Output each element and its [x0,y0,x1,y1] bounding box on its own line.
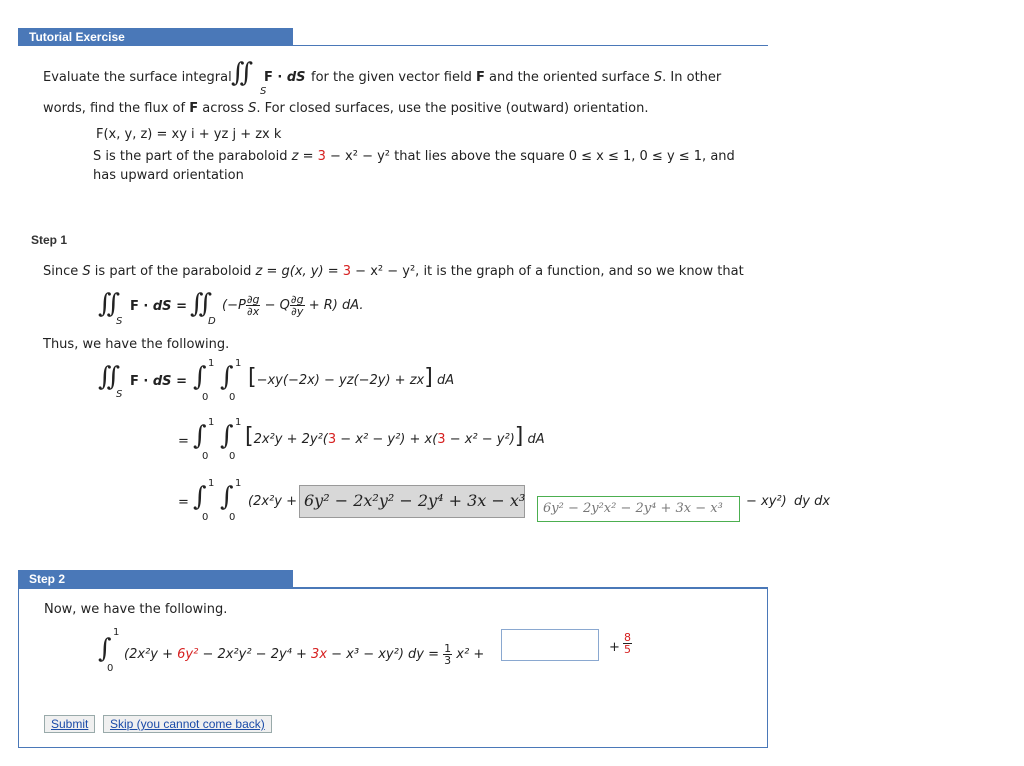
line1-upper-2: 1 [235,358,242,369]
line3-integral-1: ∫ [193,482,207,512]
step2-fraction: $\frac{8}{5}$ [624,631,631,656]
line3-expression-end: − xy²) [746,494,787,509]
line1-lower-2: 0 [229,392,236,403]
intro-line-2: words, find the flux of F across S. For closed surfaces, use the positive (outward) orientation. [43,101,649,116]
step-1-label: Step 1 [31,233,68,247]
submit-button[interactable]: Submit [44,715,95,733]
step-1-thus: Thus, we have the following. [43,337,230,352]
formula-lhs-integral: ∬ [98,289,121,319]
intro-line-1: Evaluate the surface integral [43,70,232,85]
formula-lhs-integrand: F · dS = [130,299,187,314]
line1-integral-1: ∫ [193,362,207,392]
step2-upper: 1 [113,627,120,638]
step-2-now: Now, we have the following. [44,602,228,617]
line3-lower-1: 0 [202,512,209,523]
formula-rhs-sub: D [208,316,216,327]
skip-button[interactable]: Skip (you cannot come back) [103,715,272,733]
line2-lower-1: 0 [202,451,209,462]
line3-differentials: dy dx [794,494,831,509]
line3-highlighted-term: 6y² − 2x²y² − 2y⁴ + 3x − x³ [299,485,525,518]
step-1-since: Since S is part of the paraboloid z = g(x, y) = 3 − x² − y², it is the graph of a function, and so we know that [43,264,744,279]
line1-expression: [−xy(−2x) − yz(−2y) + zx] dA [248,365,455,390]
step2-lower: 0 [107,663,114,674]
surface-definition: S is the part of the paraboloid z = 3 − x² − y² that lies above the square 0 ≤ x ≤ 1, 0 ≤ y ≤ 1, and [93,149,735,164]
line3-upper-1: 1 [208,478,215,489]
surface-integral-symbol: ∬ [231,58,254,88]
integrand: F · dS [264,70,306,85]
surface-orientation: has upward orientation [93,168,244,183]
step-2-header: Step 2 [18,570,293,588]
line2-expression: [2x²y + 2y²(3 − x² − y²) + x(3 − x² − y²)] dA [245,424,545,449]
intro-line-1-rest: for the given vector field F and the oriented surface S. In other [311,70,722,85]
step2-answer-input[interactable] [501,629,599,661]
line1-integral-2: ∫ [220,362,234,392]
line3-answer-box: 6y² − 2y²x² − 2y⁴ + 3x − x³ [537,496,740,522]
step2-integral: ∫ [98,634,112,664]
tutorial-header: Tutorial Exercise [18,28,293,46]
line1-upper-1: 1 [208,358,215,369]
line2-integral-1: ∫ [193,421,207,451]
line1-lhs-integral: ∬ [98,362,121,392]
formula-rhs: (−P $\frac{\partial g}{\partial x}$ − Q $\frac{\partial g}{\partial y}$ + R) dA. [222,293,364,318]
line3-expression-start: (2x²y + [248,494,297,509]
line2-upper-2: 1 [235,417,242,428]
line1-lower-1: 0 [202,392,209,403]
vector-field-definition: F(x, y, z) = xy i + yz j + zx k [96,127,282,142]
line2-integral-2: ∫ [220,421,234,451]
formula-rhs-integral: ∬ [190,289,213,319]
line2-upper-1: 1 [208,417,215,428]
line3-lower-2: 0 [229,512,236,523]
line1-lhs-integrand: F · dS = [130,374,187,389]
step2-plus: + [609,640,620,655]
step2-expression: (2x²y + 6y² − 2x²y² − 2y⁴ + 3x − x³ − xy²) dy = $\frac{1}{3}$ x² + [124,642,485,667]
integral-subscript-s: S [260,86,267,97]
formula-lhs-sub: S [116,316,123,327]
line3-equals: = [178,495,189,510]
header-divider [293,45,768,46]
line2-lower-2: 0 [229,451,236,462]
line3-upper-2: 1 [235,478,242,489]
line1-lhs-sub: S [116,389,123,400]
line2-equals: = [178,434,189,449]
line3-integral-2: ∫ [220,482,234,512]
